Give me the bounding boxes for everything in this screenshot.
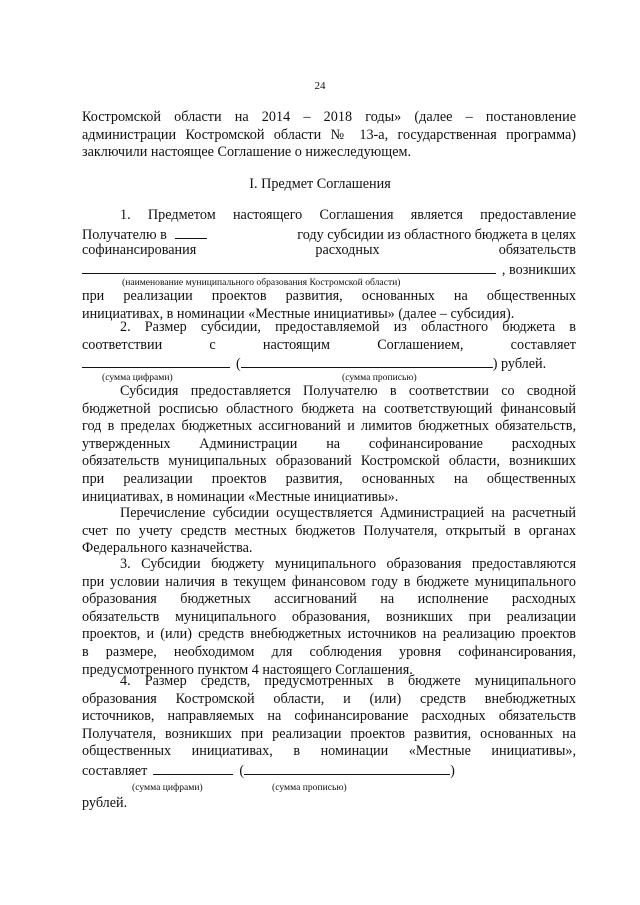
text-line: Федерального казначейства. xyxy=(82,540,253,557)
text-line: год в пределах бюджетных ассигнований и лимитов бюджетных обязательств, xyxy=(82,418,576,435)
text-line: обязательств муниципального образования, возникших при реализации xyxy=(82,608,576,625)
text-line: проектов, и (или) средств внебюджетных источников на реализацию проектов xyxy=(82,626,576,643)
text-line: при условии наличия в текущем финансовом году в бюджете муниципального xyxy=(82,573,576,590)
paragraph-transfer xyxy=(82,505,576,558)
paragraph-4 xyxy=(82,673,576,812)
text-line: инициативах, в номинации «Местные инициативы». xyxy=(82,488,399,505)
text-line: предусмотренного пунктом 4 настоящего Соглашения. xyxy=(82,661,413,678)
text-line: при реализации проектов развития, основанных на общественных xyxy=(82,288,576,305)
text-line xyxy=(82,337,576,355)
amount-digits-blank xyxy=(82,354,230,368)
text-line: рублей. xyxy=(82,794,128,811)
paren-close: ) xyxy=(450,762,455,779)
text-line: счет по учету средств местных бюджетов Получателя, открытый в органах xyxy=(82,522,576,539)
amount-digits-blank xyxy=(153,761,233,775)
text-fragment: составляет xyxy=(510,336,576,353)
caption-words: (сумма прописью) xyxy=(272,781,347,793)
caption-digits: (сумма цифрами) xyxy=(102,371,173,383)
text-line: образования Костромской области, и (или) средств внебюджетных xyxy=(82,690,576,707)
text-line: утвержденных Администрации на софинансирование расходных xyxy=(82,435,576,452)
page-number: 24 xyxy=(314,80,326,92)
intro-paragraph xyxy=(82,109,576,162)
text-line: при реализации проектов развития, основанных на общественных xyxy=(82,470,576,487)
text-line: 4. Размер средств, предусмотренных в бюджете муниципального xyxy=(120,673,576,689)
text-fragment: ) рублей. xyxy=(492,356,547,373)
text-line-year xyxy=(82,225,576,243)
text-fragment: расходных xyxy=(315,242,380,259)
caption-digits: (сумма цифрами) xyxy=(132,781,203,793)
text-fragment: Соглашением, xyxy=(377,336,464,353)
text-line: Субсидия предоставляется Получателю в соответствии со сводной xyxy=(120,383,576,399)
text-line: образования бюджетных ассигнований на исполнение расходных xyxy=(82,591,576,608)
caption-row xyxy=(82,782,576,793)
text-fragment: софинансирования xyxy=(82,242,197,259)
text-line: 2. Размер субсидии, предоставляемой из областного бюджета в xyxy=(120,319,576,335)
paragraph-3 xyxy=(82,556,576,679)
text-fragment: обязательств xyxy=(498,242,576,259)
municipality-blank xyxy=(82,260,496,274)
section-heading: I. Предмет Соглашения xyxy=(249,176,391,192)
text-line xyxy=(82,242,576,260)
text-line-amount xyxy=(82,354,576,372)
text-fragment: настоящим xyxy=(262,336,330,353)
caption-row xyxy=(82,277,576,288)
text-line-municipality xyxy=(82,260,576,278)
year-blank xyxy=(175,225,207,239)
text-line-amount xyxy=(82,761,576,779)
text-line: Перечисление субсидии осуществляется Администрацией на расчетный xyxy=(120,505,576,521)
text-line: администрации Костромской области № 13-а, государственная программа) xyxy=(82,126,576,143)
paragraph-1 xyxy=(82,207,576,324)
paragraph-subsidy xyxy=(82,383,576,506)
text-line: источников, направляемых на софинансирование расходных обязательств xyxy=(82,708,576,725)
text-fragment: , возникших xyxy=(501,261,576,278)
text-fragment: соответствии xyxy=(82,336,163,353)
text-line: бюджетной росписью областного бюджета на соответствующий финансовый xyxy=(82,400,576,417)
caption-words: (сумма прописью) xyxy=(342,371,417,383)
text-fragment: с xyxy=(209,336,216,353)
text-line: заключили настоящее Соглашение о нижеследующем. xyxy=(82,144,412,161)
paren-open: ( xyxy=(236,356,241,373)
text-fragment: составляет xyxy=(82,762,148,779)
text-line: обязательств муниципальных образований Костромской области, возникших xyxy=(82,453,576,470)
caption-municipality: (наименование муниципального образования Костромской области) xyxy=(122,277,401,289)
text-line: 3. Субсидии бюджету муниципального образования предоставляются xyxy=(120,556,576,572)
text-fragment: Получателю в xyxy=(82,226,167,243)
text-line: Костромской области на 2014 – 2018 годы» (далее – постановление xyxy=(82,109,576,125)
text-fragment: году субсидии из областного бюджета в целях xyxy=(297,226,576,243)
amount-words-blank xyxy=(244,761,450,775)
amount-words-blank xyxy=(241,354,493,368)
paragraph-2 xyxy=(82,319,576,383)
text-line: в размере, необходимом для соблюдения уровня софинансирования, xyxy=(82,643,576,660)
paren-open: ( xyxy=(239,762,245,779)
text-line: Получателя, возникших при реализации проектов развития, основанных на xyxy=(82,725,576,742)
caption-row xyxy=(82,372,576,383)
text-line: 1. Предметом настоящего Соглашения является предоставление xyxy=(120,207,576,223)
text-line: инициативах, в номинации «Местные инициативы» (далее – субсидия). xyxy=(82,305,515,322)
text-line: общественных инициативах, в номинации «Местные инициативы», xyxy=(82,743,576,760)
